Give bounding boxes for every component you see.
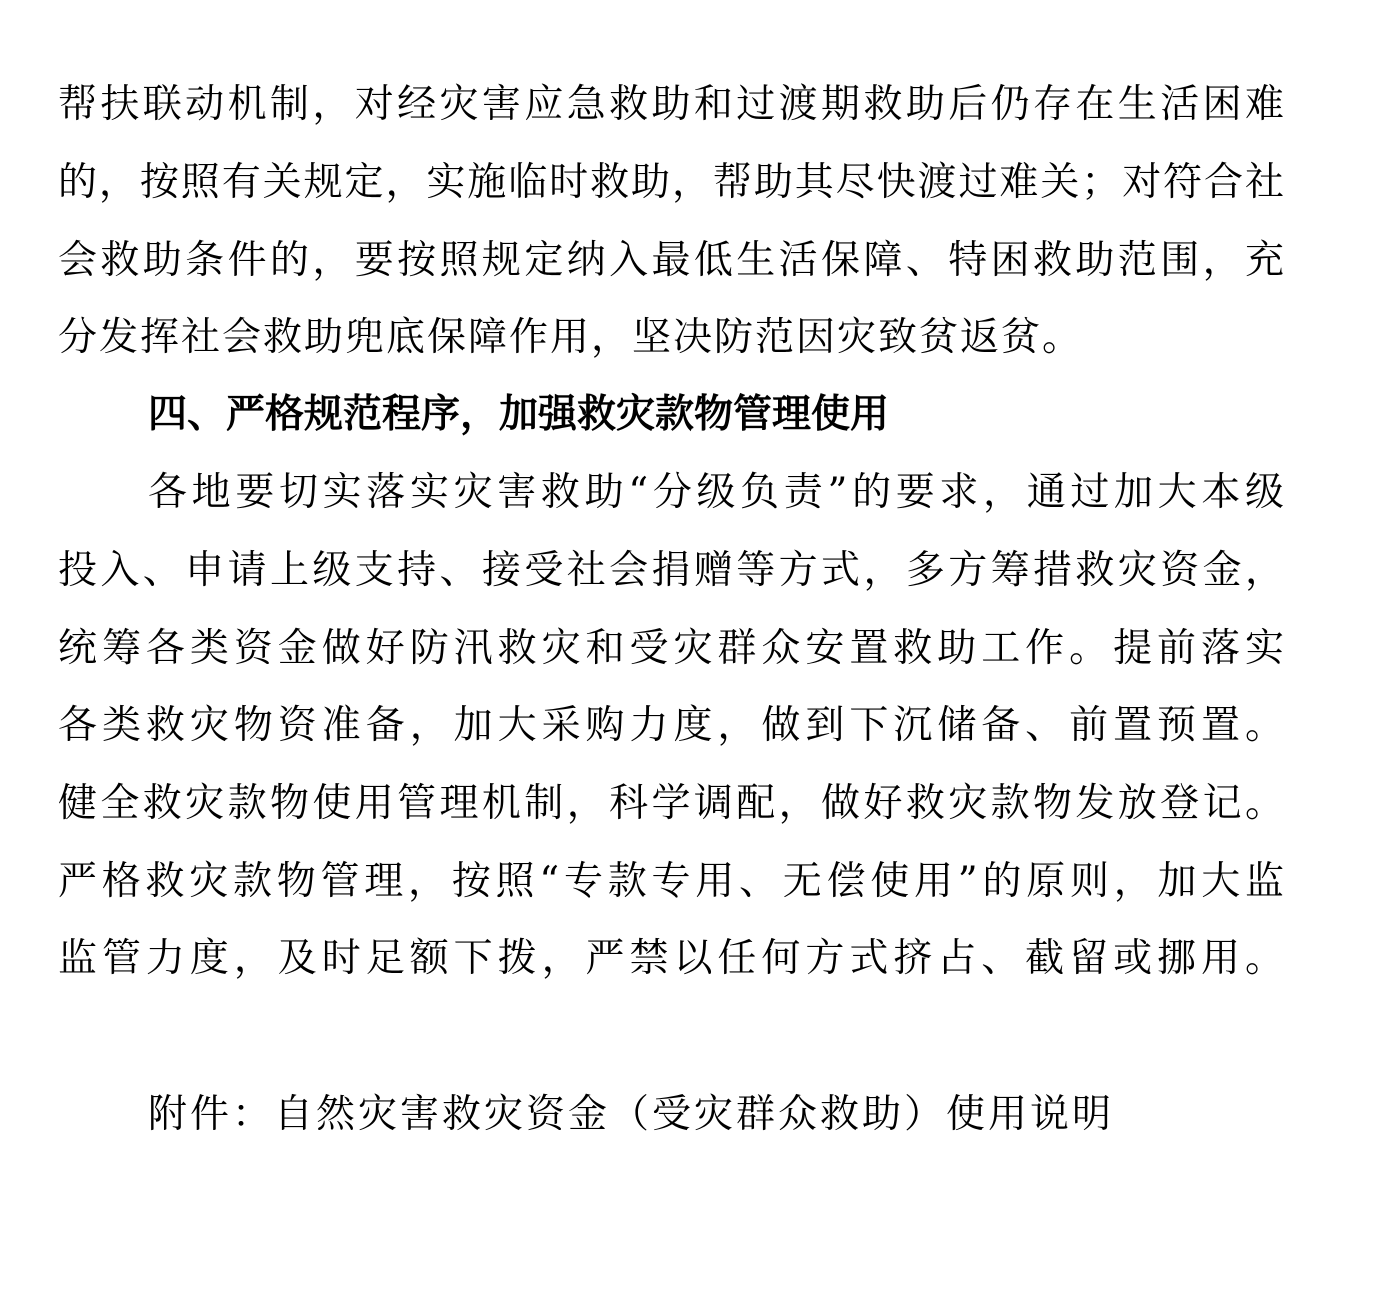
paragraph-line: 会救助条件的，要按照规定纳入最低生活保障、特困救助范围，充 <box>58 238 1284 283</box>
paragraph-line: 各地要切实落实灾害救助“分级负责”的要求，通过加大本级 <box>148 470 1284 515</box>
paragraph-line: 投入、申请上级支持、接受社会捐赠等方式，多方筹措救灾资金， <box>58 548 1284 593</box>
paragraph-line: 健全救灾款物使用管理机制，科学调配，做好救灾款物发放登记。 <box>58 781 1284 826</box>
paragraph-line: 分发挥社会救助兜底保障作用，坚决防范因灾致贫返贫。 <box>58 315 1084 360</box>
paragraph-line: 帮扶联动机制，对经灾害应急救助和过渡期救助后仍存在生活困难 <box>58 82 1284 127</box>
paragraph-line: 监管力度，及时足额下拨，严禁以任何方式挤占、截留或挪用。 <box>58 936 1284 981</box>
paragraph-line: 的，按照有关规定，实施临时救助，帮助其尽快渡过难关；对符合社 <box>58 160 1284 205</box>
attachment-note: 附件：自然灾害救灾资金（受灾群众救助）使用说明 <box>148 1092 1115 1137</box>
paragraph-line: 统筹各类资金做好防汛救灾和受灾群众安置救助工作。提前落实 <box>58 626 1284 671</box>
paragraph-line: 各类救灾物资准备，加大采购力度，做到下沉储备、前置预置。 <box>58 703 1284 748</box>
section-heading: 四、严格规范程序，加强救灾款物管理使用 <box>148 392 890 437</box>
paragraph-line: 严格救灾款物管理，按照“专款专用、无偿使用”的原则，加大监 <box>58 859 1284 904</box>
